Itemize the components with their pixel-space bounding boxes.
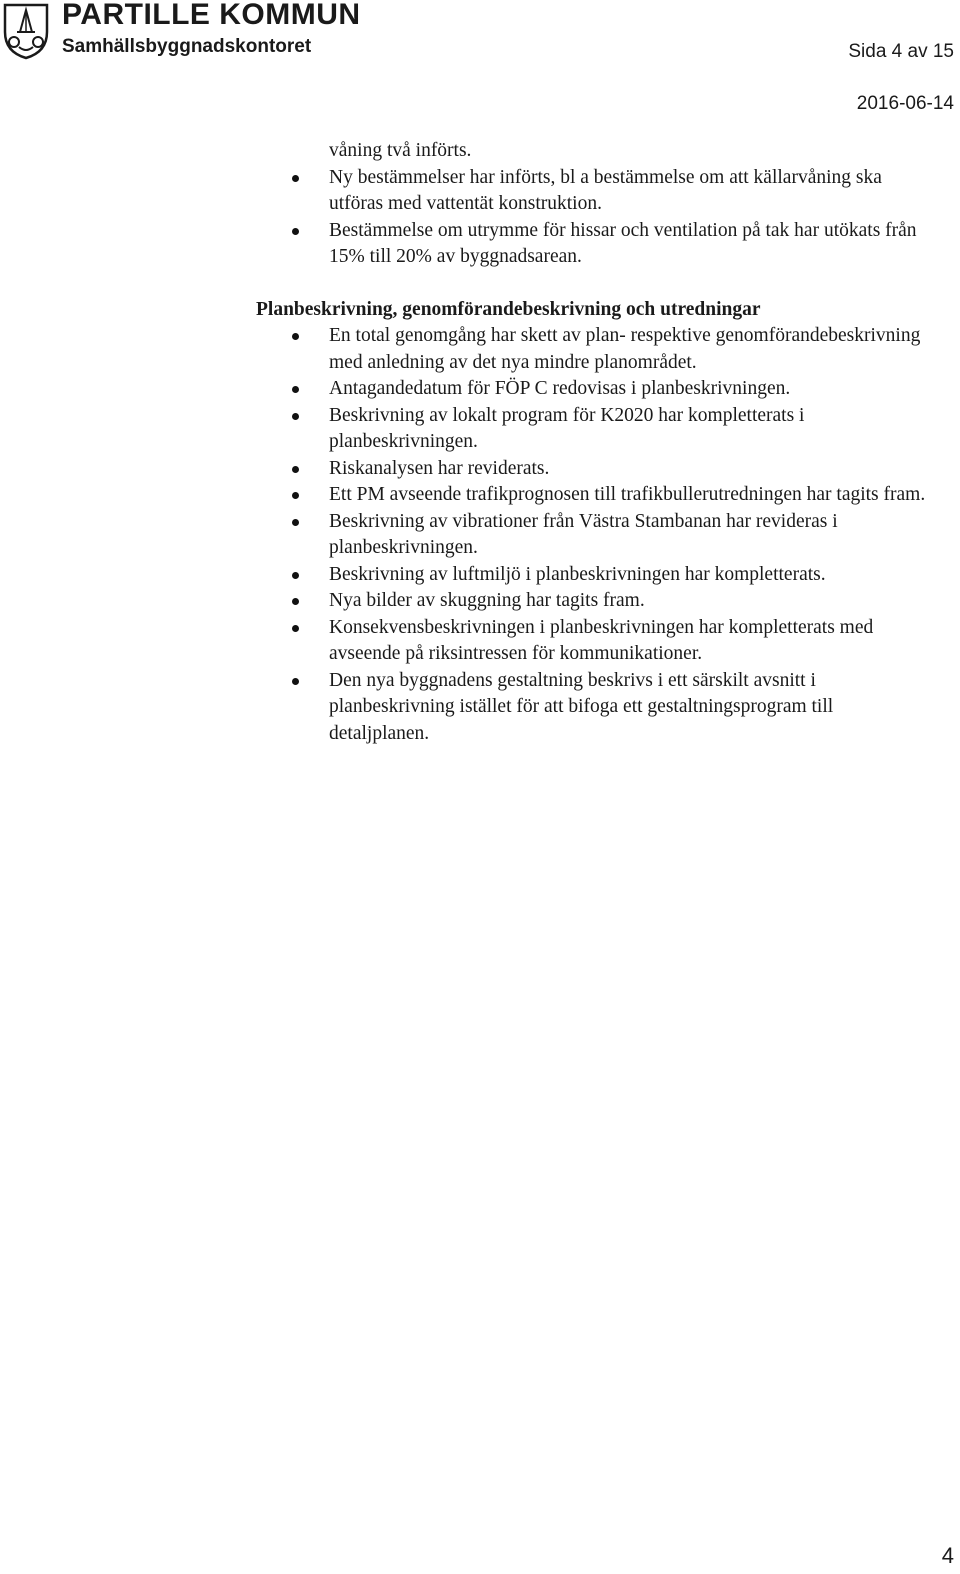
municipality-logo — [0, 0, 380, 64]
section-list — [0, 323, 960, 747]
document-body — [0, 138, 960, 747]
list-item: Konsekvensbeskrivningen i planbeskrivningen har kompletterats med avseende på riksintressen för kommunikationer. — [0, 615, 960, 668]
list-item: En total genomgång har skett av plan- respektive genomförandebeskrivning med anledning av det nya mindre planområdet. — [0, 323, 960, 376]
department-name: Samhällsbyggnadskontoret — [62, 36, 312, 57]
continued-list — [0, 138, 960, 271]
list-item: Ny bestämmelser har införts, bl a bestämmelse om att källarvåning ska utföras med vattentät konstruktion. — [0, 165, 960, 218]
page-indicator: Sida 4 av 15 — [848, 41, 954, 62]
page-number: 4 — [941, 1543, 954, 1568]
list-item: Bestämmelse om utrymme för hissar och ventilation på tak har utökats från 15% till 20% av byggnadsarean. — [0, 218, 960, 271]
list-item: våning två införts. — [329, 140, 472, 161]
list-item: Beskrivning av vibrationer från Västra Stambanan har revideras i planbeskrivningen. — [0, 509, 960, 562]
list-item: Den nya byggnadens gestaltning beskrivs i ett särskilt avsnitt i planbeskrivning istället för att bifoga ett gestaltningsprogram till detaljplanen. — [0, 668, 960, 748]
list-item: Riskanalysen har reviderats. — [0, 456, 960, 483]
section-heading: Planbeskrivning, genomförandebeskrivning och utredningar — [256, 298, 761, 320]
list-item: Antagandedatum för FÖP C redovisas i planbeskrivningen. — [0, 376, 960, 403]
list-item: Ett PM avseende trafikprognosen till trafikbullerutredningen har tagits fram. — [0, 482, 960, 509]
coat-of-arms-icon — [2, 2, 50, 60]
list-item: Beskrivning av luftmiljö i planbeskrivningen har kompletterats. — [0, 562, 960, 589]
list-item: Nya bilder av skuggning har tagits fram. — [0, 588, 960, 615]
list-item: Beskrivning av lokalt program för K2020 har kompletterats i planbeskrivningen. — [0, 403, 960, 456]
org-name: PARTILLE KOMMUN — [62, 0, 361, 31]
document-date: 2016-06-14 — [856, 93, 954, 114]
